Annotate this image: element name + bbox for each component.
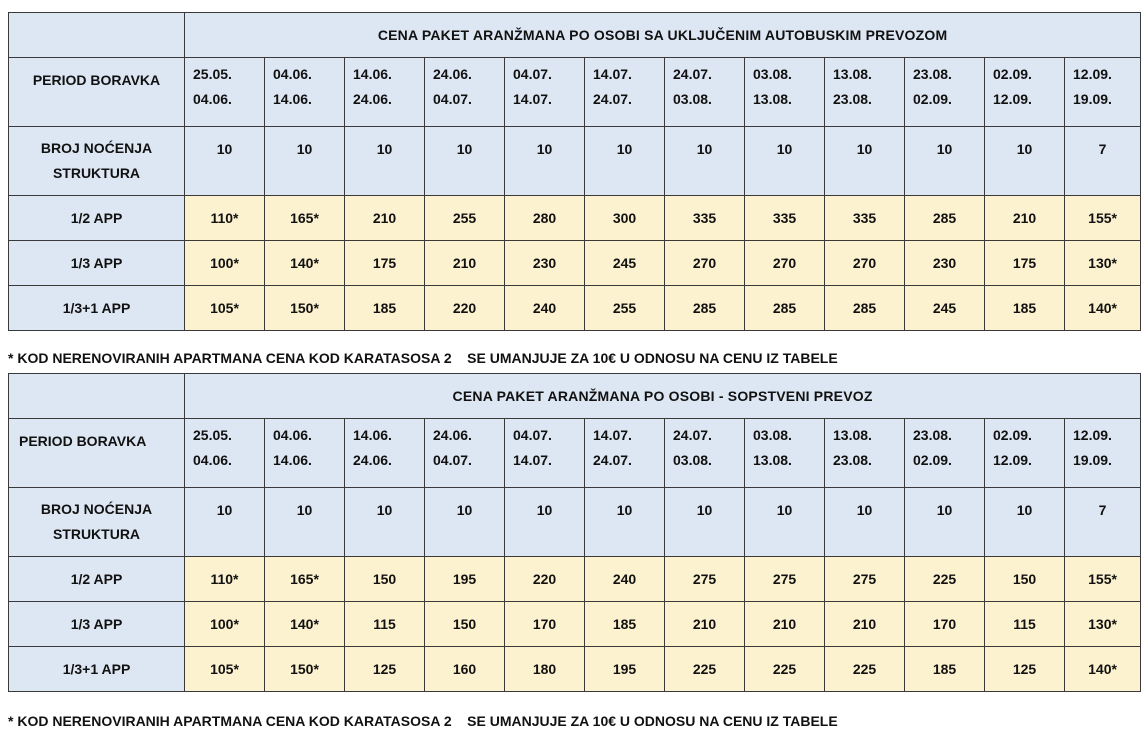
period-to: 14.07. [513,452,552,468]
footnote: * KOD NERENOVIRANIH APARTMANA CENA KOD KARATASOSA 2 SE UMANJUJE ZA 10€ U ODNOSU NA CENU IZ TABELE [8,713,838,729]
period-from: 14.07. [593,427,632,443]
period-from: 24.06. [433,427,472,443]
period-from: 04.07. [513,427,552,443]
price-cell: 210 [345,196,425,241]
period-to: 12.09. [993,91,1032,107]
price-cell: 175 [345,241,425,286]
price-cell: 230 [505,241,585,286]
period-from: 24.07. [673,66,712,82]
price-cell: 110* [185,557,265,602]
row-label: 1/3 APP [9,241,185,286]
price-cell: 185 [585,602,665,647]
period-from: 03.08. [753,66,792,82]
period-to: 04.07. [433,452,472,468]
period-cell [425,58,505,127]
price-cell: 210 [825,602,905,647]
period-from: 04.06. [273,66,312,82]
nights-cell: 10 [505,488,585,557]
period-cell [425,419,505,488]
nights-cell: 10 [185,488,265,557]
period-from: 03.08. [753,427,792,443]
price-cell: 285 [825,286,905,331]
price-cell: 165* [265,196,345,241]
price-cell: 230 [905,241,985,286]
period-cell [905,58,985,127]
price-cell: 210 [985,196,1065,241]
period-to: 24.06. [353,91,392,107]
period-to: 02.09. [913,91,952,107]
nights-cell: 10 [345,127,425,196]
table-title: CENA PAKET ARANŽMANA PO OSOBI SA UKLJUČENIM AUTOBUSKIM PREVOZOM [185,13,1141,58]
period-to: 14.06. [273,91,312,107]
period-cell [505,58,585,127]
period-to: 04.06. [193,452,232,468]
price-cell: 140* [265,602,345,647]
period-from: 02.09. [993,427,1032,443]
period-from: 25.05. [193,427,232,443]
period-cell [665,419,745,488]
price-cell: 180 [505,647,585,692]
price-cell: 170 [505,602,585,647]
period-cell [745,58,825,127]
price-cell: 270 [745,241,825,286]
period-to: 04.07. [433,91,472,107]
row-label: 1/3 APP [9,602,185,647]
period-to: 19.09. [1073,91,1112,107]
period-to: 13.08. [753,452,792,468]
price-cell: 170 [905,602,985,647]
price-cell: 110* [185,196,265,241]
period-from: 02.09. [993,66,1032,82]
price-cell: 195 [585,647,665,692]
period-cell [985,58,1065,127]
price-cell: 150* [265,286,345,331]
nights-cell: 10 [905,127,985,196]
nights-cell: 10 [265,127,345,196]
price-cell: 220 [505,557,585,602]
nights-cell: 10 [345,488,425,557]
price-cell: 285 [745,286,825,331]
nights-cell: 10 [665,488,745,557]
price-cell: 245 [905,286,985,331]
period-to: 19.09. [1073,452,1112,468]
price-cell: 285 [905,196,985,241]
period-to: 13.08. [753,91,792,107]
price-cell: 225 [665,647,745,692]
price-cell: 150 [425,602,505,647]
price-cell: 115 [985,602,1065,647]
nights-cell: 7 [1065,488,1141,557]
corner-cell [9,13,185,58]
footnote: * KOD NERENOVIRANIH APARTMANA CENA KOD KARATASOSA 2 SE UMANJUJE ZA 10€ U ODNOSU NA CENU IZ TABELE [8,350,838,366]
nights-cell: 10 [505,127,585,196]
price-cell: 210 [745,602,825,647]
period-to: 03.08. [673,91,712,107]
period-cell [825,58,905,127]
period-from: 14.06. [353,66,392,82]
price-cell: 125 [985,647,1065,692]
period-cell [585,419,665,488]
price-cell: 150 [985,557,1065,602]
period-from: 13.08. [833,427,872,443]
period-cell [185,419,265,488]
price-cell: 335 [745,196,825,241]
nights-cell: 10 [745,488,825,557]
row-label: 1/2 APP [9,557,185,602]
nights-cell: 10 [985,488,1065,557]
period-cell [825,419,905,488]
period-to: 24.06. [353,452,392,468]
price-cell: 185 [905,647,985,692]
price-cell: 140* [265,241,345,286]
period-from: 12.09. [1073,427,1112,443]
nights-label [9,488,185,557]
price-table-bus [8,12,1141,331]
period-to: 23.08. [833,452,872,468]
period-from: 04.07. [513,66,552,82]
nights-label [9,127,185,196]
period-cell [345,419,425,488]
price-cell: 165* [265,557,345,602]
price-cell: 225 [745,647,825,692]
price-cell: 285 [665,286,745,331]
price-cell: 335 [825,196,905,241]
price-cell: 195 [425,557,505,602]
price-cell: 130* [1065,602,1141,647]
row-label: 1/3+1 APP [9,286,185,331]
nights-cell: 10 [825,127,905,196]
corner-cell [9,374,185,419]
price-cell: 225 [905,557,985,602]
period-from: 25.05. [193,66,232,82]
period-from: 13.08. [833,66,872,82]
price-cell: 130* [1065,241,1141,286]
price-cell: 210 [425,241,505,286]
price-cell: 255 [425,196,505,241]
nights-cell: 10 [425,127,505,196]
period-to: 14.07. [513,91,552,107]
price-cell: 300 [585,196,665,241]
price-cell: 160 [425,647,505,692]
price-cell: 240 [505,286,585,331]
price-cell: 220 [425,286,505,331]
period-from: 12.09. [1073,66,1112,82]
price-cell: 280 [505,196,585,241]
price-cell: 100* [185,241,265,286]
price-cell: 185 [985,286,1065,331]
period-to: 04.06. [193,91,232,107]
price-cell: 270 [825,241,905,286]
nights-cell: 10 [425,488,505,557]
period-from: 23.08. [913,66,952,82]
period-to: 14.06. [273,452,312,468]
nights-label-line2: STRUKTURA [52,526,141,542]
price-cell: 125 [345,647,425,692]
price-cell: 255 [585,286,665,331]
price-cell: 185 [345,286,425,331]
period-cell [265,419,345,488]
period-cell [265,58,345,127]
row-label: 1/3+1 APP [9,647,185,692]
period-from: 24.06. [433,66,472,82]
period-to: 03.08. [673,452,712,468]
period-label: PERIOD BORAVKA [9,419,185,488]
price-table-own-transport [8,373,1141,692]
price-cell: 175 [985,241,1065,286]
period-cell [985,419,1065,488]
period-from: 14.06. [353,427,392,443]
nights-cell: 10 [265,488,345,557]
nights-cell: 10 [985,127,1065,196]
table-title: CENA PAKET ARANŽMANA PO OSOBI - SOPSTVENI PREVOZ [185,374,1141,419]
nights-cell: 10 [185,127,265,196]
period-cell [905,419,985,488]
period-from: 23.08. [913,427,952,443]
price-cell: 140* [1065,286,1141,331]
price-cell: 105* [185,647,265,692]
period-from: 24.07. [673,427,712,443]
period-cell [585,58,665,127]
price-cell: 240 [585,557,665,602]
nights-cell: 7 [1065,127,1141,196]
price-cell: 270 [665,241,745,286]
nights-label-line1: BROJ NOĆENJA [40,140,153,156]
nights-cell: 10 [745,127,825,196]
nights-label-line1: BROJ NOĆENJA [40,501,153,517]
price-cell: 275 [825,557,905,602]
price-cell: 275 [745,557,825,602]
nights-cell: 10 [905,488,985,557]
period-from: 14.07. [593,66,632,82]
price-cell: 210 [665,602,745,647]
price-cell: 155* [1065,196,1141,241]
price-cell: 115 [345,602,425,647]
period-from: 04.06. [273,427,312,443]
nights-cell: 10 [585,127,665,196]
price-cell: 100* [185,602,265,647]
price-cell: 105* [185,286,265,331]
period-to: 23.08. [833,91,872,107]
period-to: 24.07. [593,91,632,107]
period-cell [185,58,265,127]
price-cell: 155* [1065,557,1141,602]
nights-cell: 10 [585,488,665,557]
period-label: PERIOD BORAVKA [9,58,185,127]
price-cell: 150* [265,647,345,692]
period-cell [1065,419,1141,488]
period-to: 02.09. [913,452,952,468]
price-cell: 245 [585,241,665,286]
price-cell: 140* [1065,647,1141,692]
period-cell [1065,58,1141,127]
row-label: 1/2 APP [9,196,185,241]
price-cell: 335 [665,196,745,241]
period-cell [505,419,585,488]
period-to: 12.09. [993,452,1032,468]
period-cell [745,419,825,488]
nights-cell: 10 [665,127,745,196]
period-cell [665,58,745,127]
nights-cell: 10 [825,488,905,557]
period-to: 24.07. [593,452,632,468]
price-cell: 275 [665,557,745,602]
price-cell: 225 [825,647,905,692]
nights-label-line2: STRUKTURA [52,165,141,181]
period-cell [345,58,425,127]
price-cell: 150 [345,557,425,602]
